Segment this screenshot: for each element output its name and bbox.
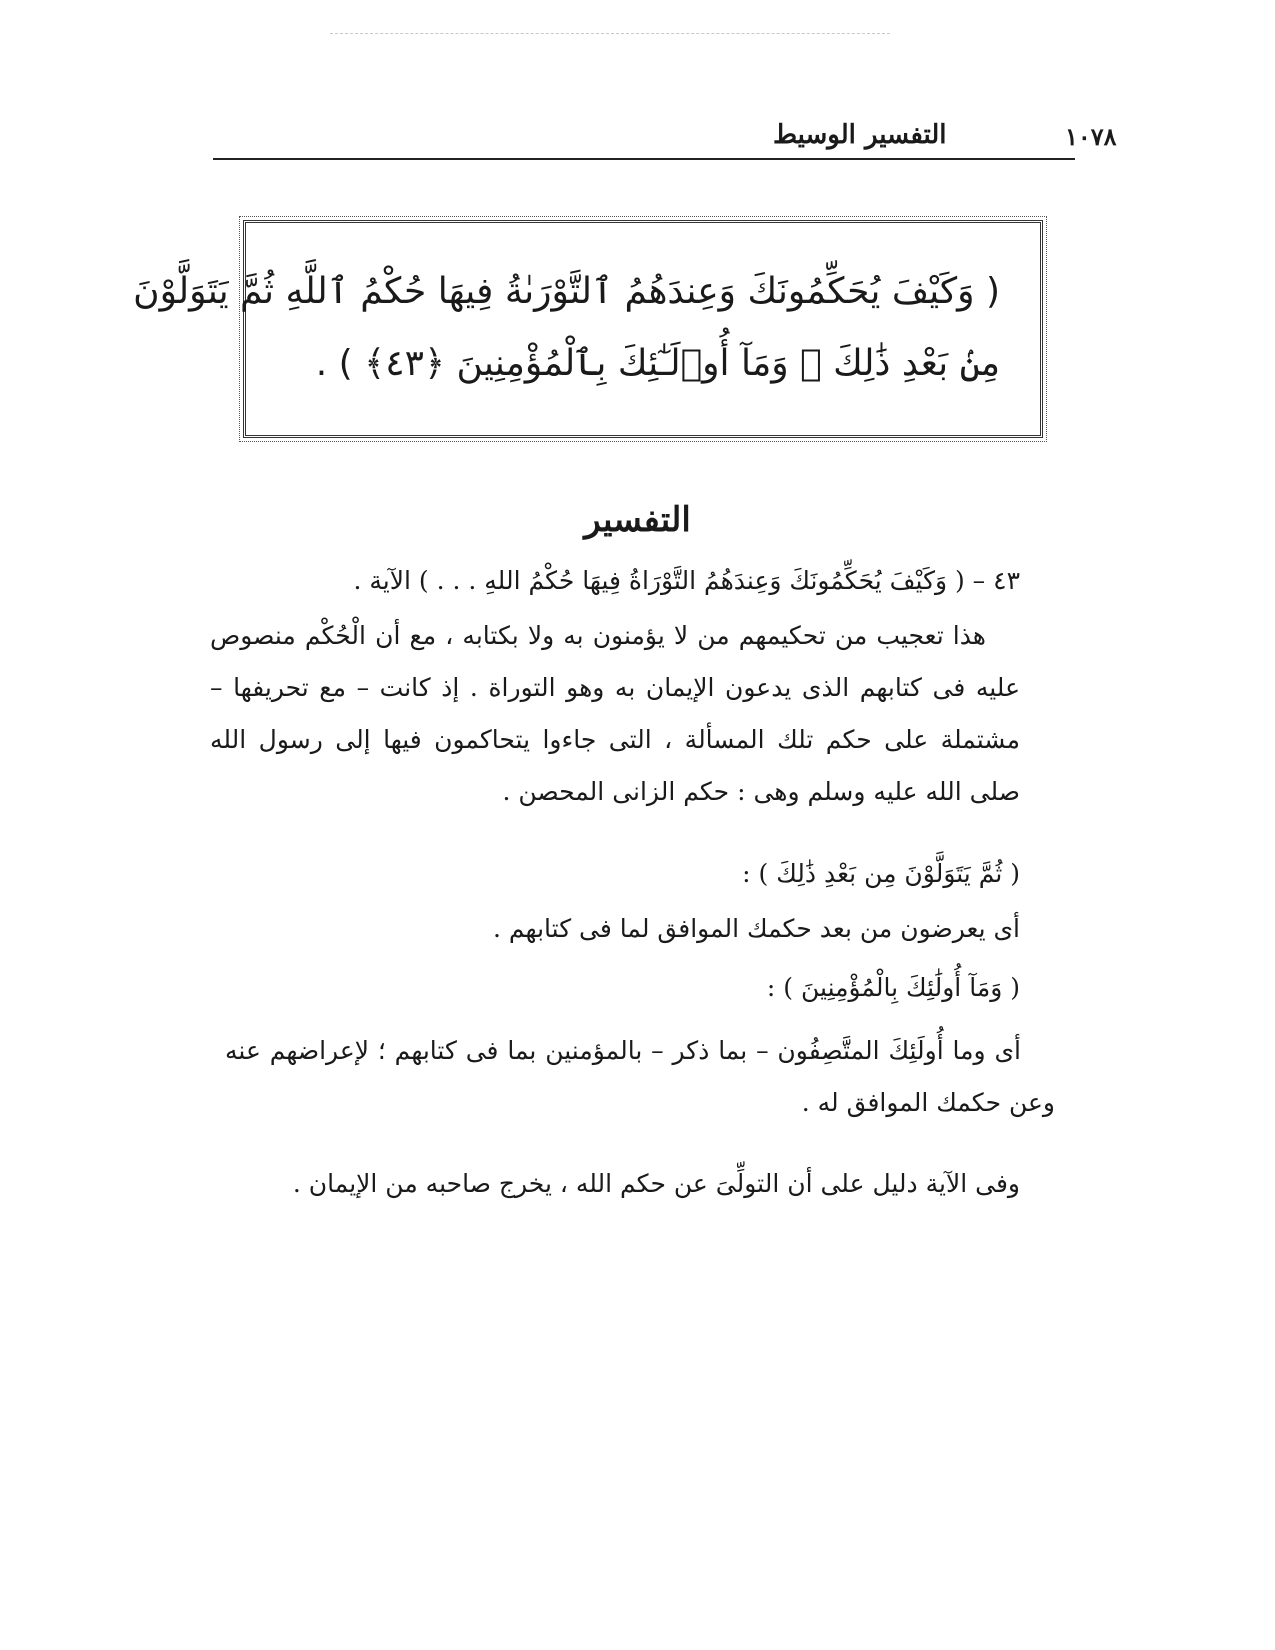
commentary-paragraph-4: وفى الآية دليل على أن التولِّىَ عن حكم الله ، يخرج صاحبه من الإيمان . bbox=[292, 1169, 1020, 1198]
section-heading: التفسير bbox=[584, 500, 691, 540]
running-title: التفسير الوسيط bbox=[773, 120, 947, 150]
verse-reference: ٤٣ – ( وَكَيْفَ يُحَكِّمُونَكَ وَعِندَهُمُ التَّوْرَاةُ فِيهَا حُكْمُ اللهِ . . . ) الآية . bbox=[353, 566, 1020, 595]
commentary-paragraph-2: أى يعرضون من بعد حكمك الموافق لما فى كتابهم . bbox=[493, 914, 1020, 943]
page-header bbox=[213, 118, 1117, 160]
quoted-phrase-1: ( ثُمَّ يَتَوَلَّوْنَ مِن بَعْدِ ذَٰلِكَ ) : bbox=[742, 859, 1020, 888]
commentary-paragraph-3: أى وما أُولَئِكَ المتَّصِفُون – بما ذكر – بالمؤمنين بما فى كتابهم ؛ لإعراضهم عنه وعن حكمك الموافق له . bbox=[225, 1036, 1055, 1117]
commentary-paragraph-1: هذا تعجيب من تحكيمهم من لا يؤمنون به ولا بكتابه ، مع أن الْحُكْم منصوص عليه فى كتابهم الذى يدعون الإيمان به وهو التوراة . إذ كانت – مع تحريفها – مشتملة على حكم تلك المسألة ، التى جاءوا يتحاكمون فيها إلى رسول الله صلى الله عليه وسلم وهى : حكم الزانى المحصن . bbox=[210, 621, 1020, 806]
verse-line-2: مِنۢ بَعْدِ ذَٰلِكَ ۚ وَمَآ أُو۟لَـٰٓئِكَ بِٱلْمُؤْمِنِينَ ﴿٤٣﴾ ) . bbox=[315, 343, 1000, 384]
quran-verse-box bbox=[133, 220, 1043, 438]
scan-artifact-line bbox=[330, 33, 890, 34]
page-number: ١٠٧٨ bbox=[1065, 122, 1117, 151]
quoted-phrase-2: ( وَمَآ أُولَٰئِكَ بِالْمُؤْمِنِينَ ) : bbox=[766, 973, 1020, 1002]
verse-line-1: ( وَكَيْفَ يُحَكِّمُونَكَ وَعِندَهُمُ ٱلتَّوْرَىٰةُ فِيهَا حُكْمُ ٱللَّهِ ثُمَّ يَتَوَلَّوْنَ bbox=[133, 271, 1000, 312]
